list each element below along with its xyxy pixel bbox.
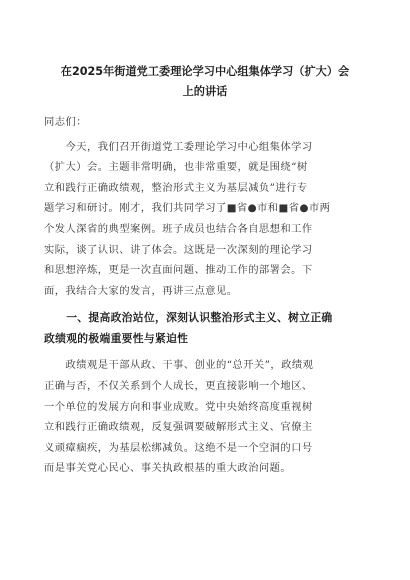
document-title: [44, 62, 366, 102]
title-line-1: 在2025年街道党工委理论学习中心组集体学习（扩大）会: [60, 65, 350, 78]
paragraph-line: （扩大）会。主题非常明确，也非常重要，就是围绕“树: [44, 161, 308, 174]
paragraph-line: 立和践行正确政绩观，整治形式主义为基层减负”进行专: [44, 181, 308, 194]
paragraph-line: 实际，谈了认识、讲了体会。这既是一次深刻的理论学习: [44, 243, 313, 256]
paragraph-line: 义顽瘴痼疾，为基层松绑减负。这绝不是一个空洞的口号: [44, 441, 313, 454]
paragraph-intro: [44, 137, 366, 302]
paragraph-line: 和思想淬炼，更是一次直面问题、推动工作的部署会。下: [44, 264, 313, 277]
heading-line: 政绩观的极端重要性与紧迫性: [44, 332, 189, 346]
paragraph-line: 而是事关党心民心、事关执政根基的重大政治问题。: [44, 462, 292, 475]
paragraph-line: 题学习和研讨。刚才，我们共同学习了■省●市和■省●市两: [44, 202, 331, 215]
paragraph-line: 今天，我们召开街道党工委理论学习中心组集体学习: [44, 140, 313, 153]
paragraph-line: 面，我结合大家的发言，再讲三点意见。: [44, 284, 238, 297]
paragraph-line: 一个单位的发展方向和事业成败。党中央始终高度重视树: [44, 400, 313, 413]
section-heading-1: [44, 307, 366, 349]
paragraph-line: 政绩观是干部从政、干事、创业的“总开关”，政绩观: [44, 359, 314, 372]
heading-line: 一、提高政治站位，深刻认识整治形式主义、树立正确: [44, 311, 333, 325]
title-line-2: 上的讲话: [182, 85, 228, 98]
paragraph-section-1: [44, 355, 366, 479]
paragraph-line: 个发人深省的典型案例。班子成员也结合各自思想和工作: [44, 222, 313, 235]
paragraph-line: 正确与否，不仅关系到个人成长，更直接影响一个地区、: [44, 379, 313, 392]
paragraph-line: 立和践行正确政绩观，反复强调要破解形式主义、官僚主: [44, 421, 313, 434]
salutation: 同志们：: [44, 116, 87, 128]
